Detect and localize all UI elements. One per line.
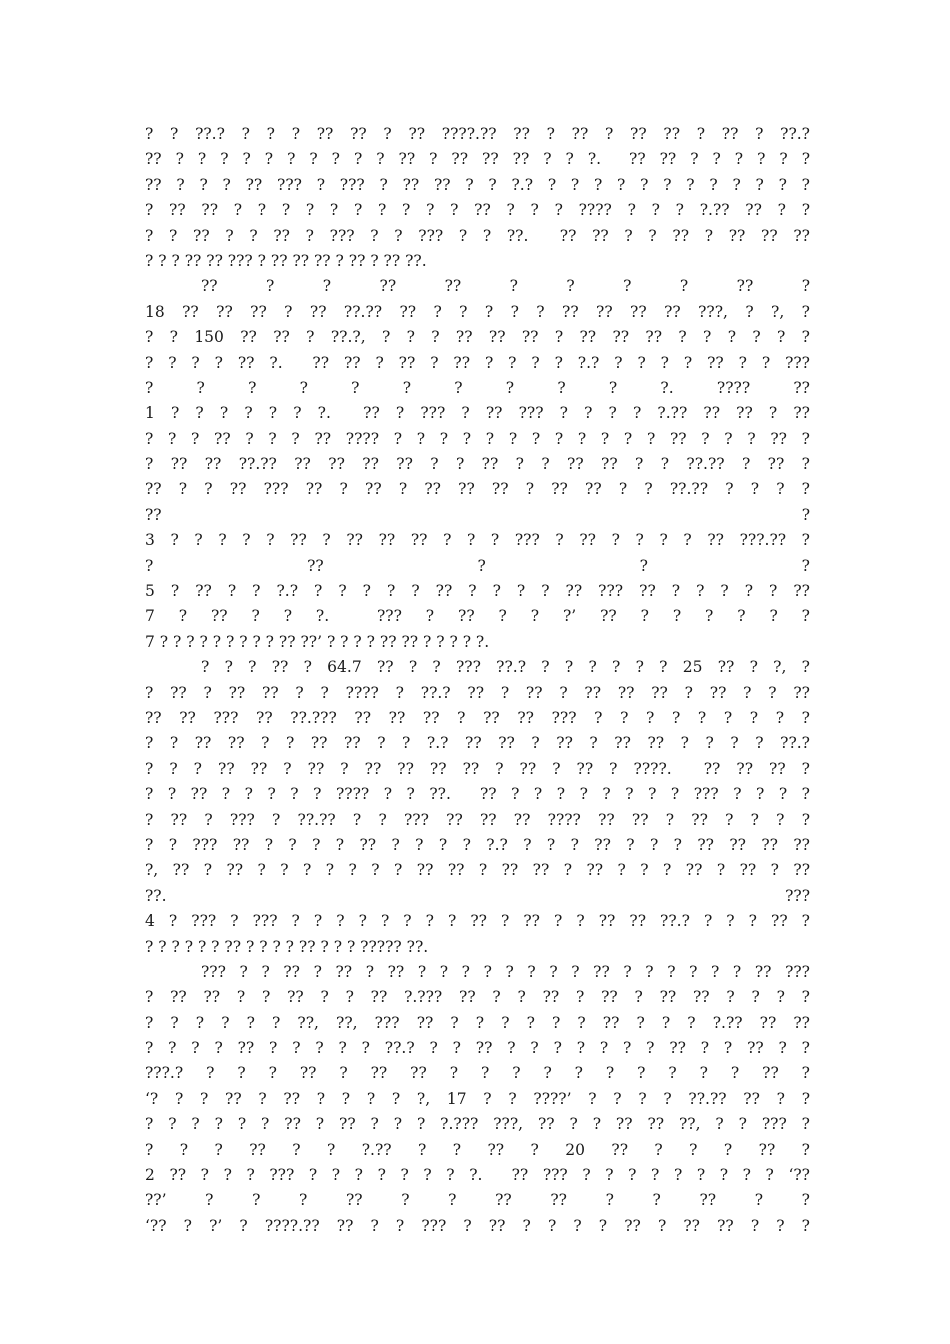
text-line: ? ? ? ?? ? ? ? ?? ???? ? ? ? ? ? ? ? ? ? ? ? ? ?? ? ? ? ?? ? bbox=[145, 429, 810, 448]
text-line: ? ? ?? ? ? ? ? ? ???? ? ? ??. ?? ? ? ? ? ? ? ? ? ??? ? ? ? ? bbox=[145, 785, 810, 804]
text-line: ? ? 150 ?? ?? ? ??.?, ? ? ? ?? ?? ?? ? ?? ?? ?? ? ? ? ? ? ? bbox=[145, 328, 810, 347]
text-line: ??? ? ? ?? ? ?? ? ?? ? ? ? ? ? ? ? ? ?? ? ? ? ? ? ? ?? ??? bbox=[201, 962, 810, 981]
text-line: ? ? ? ? ? ? ?? ? ? ? ? ?? ? ? ? ????? ??. bbox=[145, 937, 429, 956]
text-line: ?? ?? ??? ?? ??.??? ?? ?? ?? ? ?? ?? ??? ? ? ? ? ? ? ? ? ? bbox=[145, 708, 810, 727]
text-line: ? ? ? ? ? ? ??, ??, ??? ?? ? ? ? ? ? ? ?? ? ? ? ?.?? ?? ?? bbox=[145, 1013, 810, 1032]
text-line: ???.? ? ? ? ?? ? ?? ?? ? ? ? ? ? ? ? ? ? ? ?? ? bbox=[145, 1064, 810, 1083]
text-line: ? ?? ? ? ? bbox=[145, 556, 810, 575]
text-line: ‘?? ? ?’ ? ????.?? ?? ? ? ??? ? ?? ? ? ? ? ?? ? ?? ?? ? ? ? bbox=[145, 1216, 810, 1235]
text-line: ?? ? ? ?? ??? ?? ? ?? ? ?? ?? ?? ? ?? ?? ? ? ??.?? ? ? ? ? bbox=[145, 480, 810, 499]
text-line: ? ?? ?? ??.?? ?? ?? ?? ?? ? ? ?? ? ? ?? ?? ? ? ??.?? ? ?? ? bbox=[145, 455, 810, 474]
text-line: 1 ? ? ? ? ? ? ?. ?? ? ??? ? ?? ??? ? ? ? ? ?.?? ?? ?? ? ?? bbox=[145, 404, 810, 423]
text-body bbox=[145, 122, 810, 1239]
text-line: ? ? ? ?? ?? ? ?? ? ?? ?? ?? ?? ? ?? ? ?? ? ????. ?? ?? ?? ? bbox=[145, 759, 810, 778]
text-line: ? ? ? ?? ?? ??? ? ?? ?? ?? ? ?? ? ?? ??. bbox=[145, 251, 427, 270]
text-line: ? ? ? ? ? ? ?? ? ?? ? ? ? ?.??? ???, ?? ? ? ?? ?? ??, ? ? ??? ? bbox=[145, 1115, 810, 1134]
text-line: 5 ? ?? ? ? ?.? ? ? ? ? ? ?? ? ? ? ? ?? ??? ?? ? ? ? ? ? ?? bbox=[145, 582, 810, 601]
text-line: 3 ? ? ? ? ? ?? ? ?? ?? ?? ? ? ? ??? ? ?? ? ? ? ? ?? ???.?? ? bbox=[145, 531, 810, 550]
text-line: ? ? ? ?? ? 64.7 ?? ? ? ??? ??.? ? ? ? ? ? ? 25 ?? ? ?, ? bbox=[201, 658, 810, 677]
text-line: 4 ? ??? ? ??? ? ? ? ? ? ? ? ? ?? ? ?? ? ? ?? ?? ??.? ? ? ? ?? ? bbox=[145, 912, 810, 931]
text-line: ? ?? ?? ? ? ? ? ? ? ? ? ? ? ?? ? ? ? ???? ? ? ? ?.?? ?? ? ? bbox=[145, 201, 810, 220]
text-line: ? ?? ? ??? ? ??.?? ? ? ??? ?? ?? ?? ???? ?? ?? ? ?? ? ? ? ? bbox=[145, 810, 810, 829]
text-line: 2 ?? ? ? ? ??? ? ? ? ? ? ? ? ?. ?? ??? ? ? ? ? ? ? ? ? ? ‘?? bbox=[145, 1166, 810, 1185]
text-line: ? ?? ?? ? ? ?? ? ? ?? ?.??? ?? ? ? ?? ? ?? ? ?? ?? ? ? ? ? bbox=[145, 988, 810, 1007]
text-line: ??. ??? bbox=[145, 886, 810, 905]
text-line: ? ? ?? ? ? ?? ? ??? ? ? ??? ? ? ??. ?? ?? ? ? ?? ? ?? ?? ?? bbox=[145, 226, 810, 245]
text-line: ? ? ? ? ?? ? ? ? ? ? ??.? ? ? ?? ? ? ? ? ? ? ? ?? ? ? ?? ? ? bbox=[145, 1039, 810, 1058]
text-line: ?? ? ? ? ?? ??? ? ??? ? ?? ?? ? ? ?.? ? ? ? ? ? ? ? ? ? ? ? ? bbox=[145, 175, 810, 194]
text-line: ? ? ??.? ? ? ? ?? ?? ? ?? ????.?? ?? ? ?? ? ?? ?? ? ?? ? ??.? bbox=[145, 125, 810, 143]
text-line: 7 ? ? ? ? ? ? ? ? ? ?? ??’ ? ? ? ? ?? ?? ? ? ? ? ?. bbox=[145, 632, 490, 651]
text-line: ? ?? ? ?? ?? ? ? ???? ? ??.? ?? ? ?? ? ?? ?? ?? ? ?? ? ? ?? bbox=[145, 683, 810, 702]
text-line: ? ? ? ?? ? ? ?.?? ? ? ?? ? 20 ?? ? ? ? ?? ? bbox=[145, 1140, 810, 1159]
text-line: ?, ?? ? ?? ? ? ? ? ? ? ? ?? ?? ? ?? ?? ? ?? ? ? ? ?? ? ?? ? ?? bbox=[145, 861, 810, 880]
text-line: ? ? ? ? ?? ?. ?? ?? ? ?? ? ?? ? ? ? ? ?.? ? ? ? ? ?? ? ? ??? bbox=[145, 353, 810, 372]
text-line: ?? ? bbox=[145, 505, 810, 524]
text-line: ? ? ??? ?? ? ? ? ? ?? ? ? ? ? ?.? ? ? ? ?? ? ? ? ?? ?? ?? ?? bbox=[145, 835, 810, 854]
text-line: ? ? ?? ?? ? ? ?? ?? ? ? ?.? ?? ?? ? ?? ? ?? ?? ? ? ? ? ??.? bbox=[145, 734, 810, 753]
text-line: ??’ ? ? ? ?? ? ? ?? ?? ? ? ?? ? ? bbox=[145, 1191, 810, 1210]
text-line: ?? ? ? ?? ?? ? ? ? ? ?? ? bbox=[201, 277, 810, 296]
text-line: ?? ? ? ? ? ? ? ? ? ? ? ?? ? ?? ?? ?? ? ? ?. ?? ?? ? ? ? ? ? ? bbox=[145, 150, 810, 169]
text-line: 7 ? ?? ? ? ?. ??? ? ?? ? ? ?’ ?? ? ? ? ? ? ? bbox=[145, 607, 810, 626]
text-line: ? ? ? ? ? ? ? ? ? ? ?. ???? ?? bbox=[145, 378, 810, 397]
text-line: ‘? ? ? ?? ? ?? ? ? ? ? ?, 17 ? ? ????’ ? ? ? ? ??.?? ?? ? ? bbox=[145, 1089, 810, 1108]
text-line: 18 ?? ?? ?? ? ?? ??.?? ?? ? ? ? ? ? ?? ?? ?? ?? ???, ? ?, ? bbox=[145, 302, 810, 321]
